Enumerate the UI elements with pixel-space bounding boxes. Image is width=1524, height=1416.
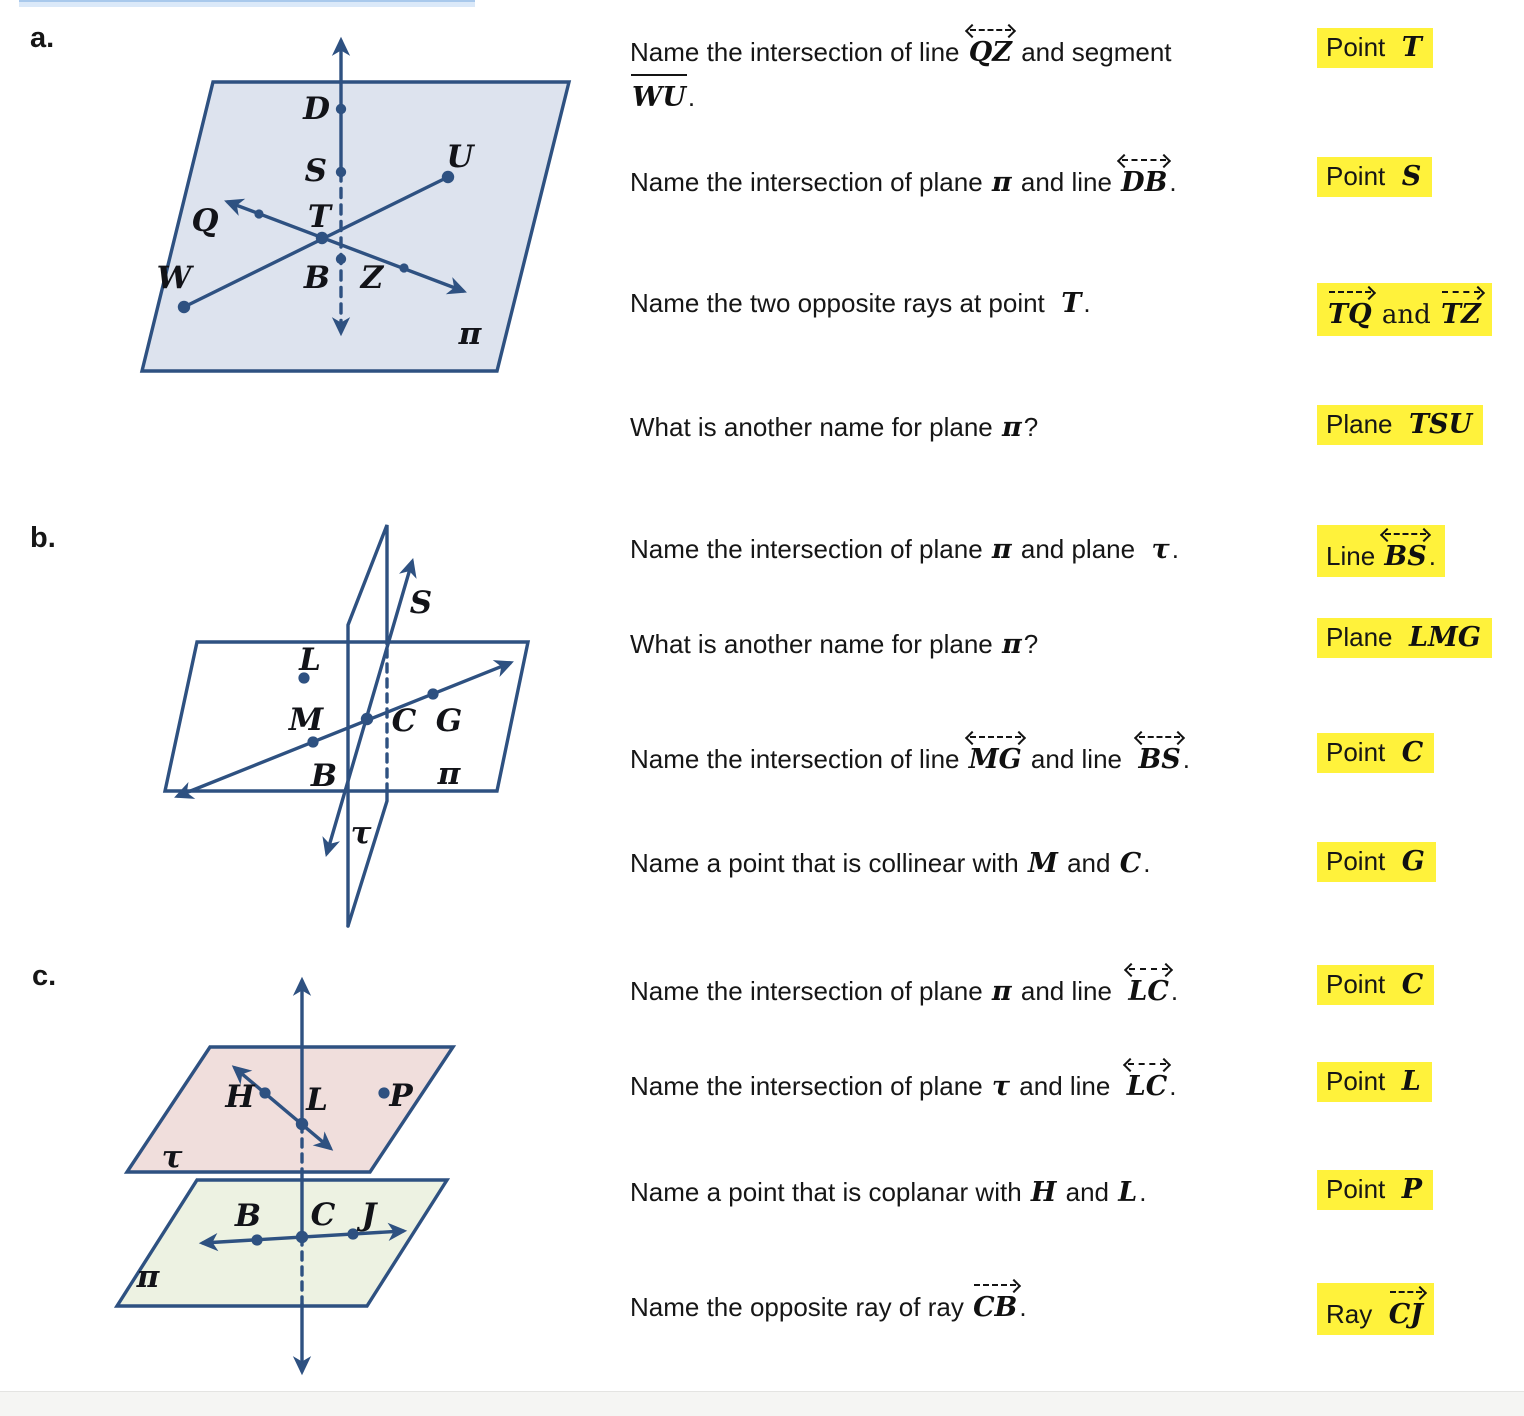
line-decoration-icon (1126, 1059, 1168, 1070)
question-text: Name the intersection of plane τ and line LC . (630, 1064, 1325, 1109)
math-token: C (1119, 848, 1142, 879)
math-token: S (1401, 161, 1422, 192)
answer-conjunction: and (1373, 300, 1440, 330)
answer (1317, 283, 1492, 336)
math-token: LC (1128, 978, 1168, 1005)
answer (1317, 733, 1434, 773)
point-label-Q: Q (191, 203, 219, 239)
math-token: QZ (969, 39, 1012, 66)
math-token: C (1401, 969, 1424, 1000)
section-label-b: b. (30, 522, 56, 554)
point-label-B-b: B (310, 758, 338, 794)
answer-highlight: Ray CJ (1317, 1283, 1434, 1335)
math-token: LC (1127, 1073, 1167, 1100)
answer-highlight: Point S (1317, 157, 1432, 197)
ray-decoration-icon (1388, 1287, 1424, 1298)
question-text: Name the intersection of plane π and plane τ. (630, 534, 1179, 565)
math-token: CJ (1389, 1301, 1423, 1328)
math-token: τ (1151, 534, 1170, 565)
ray-decoration-icon (1327, 287, 1373, 298)
math-token: TZ (1441, 301, 1481, 328)
math-token: TQ (1328, 301, 1372, 328)
math-token: G (1401, 846, 1425, 877)
math-token: LMG (1408, 622, 1481, 653)
math-token: DB (1121, 169, 1167, 196)
math-token: τ (991, 1071, 1011, 1102)
section-label-a: a. (30, 22, 55, 54)
math-token: WU (632, 84, 686, 111)
math-token: CB (973, 1294, 1017, 1321)
math-token: MG (969, 746, 1022, 773)
answer (1317, 965, 1434, 1005)
point-label-P: P (389, 1078, 413, 1114)
answer-highlight: Point G (1317, 842, 1436, 882)
point-B-c (251, 1234, 262, 1245)
point-label-S-a: S (304, 153, 327, 189)
question-text: Name the intersection of plane π and line DB . (630, 160, 1325, 205)
point-label-Z: Z (360, 260, 384, 296)
plane-label-tau-c: τ (161, 1139, 183, 1175)
math-token: π (991, 167, 1012, 198)
line-decoration-icon (1120, 155, 1168, 166)
point-B-a (336, 254, 346, 264)
answer-highlight: Plane LMG (1317, 618, 1492, 658)
line-decoration-icon (1383, 529, 1427, 540)
point-on-ray-TQ (254, 209, 263, 218)
point-label-C-c: C (310, 1197, 336, 1233)
point-label-S-b: S (409, 585, 433, 621)
math-token: P (1401, 1174, 1423, 1205)
question-text: Name the opposite ray of ray CB . (630, 1285, 1325, 1330)
math-token: M (1027, 848, 1058, 879)
question-text: What is another name for plane π? (630, 629, 1039, 660)
point-D (336, 104, 346, 114)
answer-highlight: Point C (1317, 733, 1434, 773)
point-label-C-b: C (391, 703, 417, 739)
answer (1317, 1062, 1432, 1102)
question-text: Name the intersection of line MG and line BS . (630, 737, 1325, 782)
plane-label-pi-b: π (437, 756, 461, 792)
plane-label-pi-c: π (136, 1259, 160, 1295)
ray-decoration-icon (1440, 287, 1482, 298)
answer (1317, 618, 1492, 658)
answer (1317, 1283, 1434, 1335)
answer (1317, 525, 1445, 577)
question-text: Name the two opposite rays at point T. (630, 288, 1091, 319)
point-label-B-c: B (234, 1198, 262, 1234)
answer (1317, 28, 1433, 68)
question-text: Name a point that is collinear with M and C. (630, 848, 1151, 879)
line-decoration-icon (1127, 964, 1169, 975)
point-label-M: M (288, 702, 324, 738)
plane-pi-c (117, 1180, 447, 1306)
math-token: T (1401, 32, 1422, 63)
answer-highlight: Plane TSU (1317, 405, 1483, 445)
line-decoration-icon (968, 25, 1013, 36)
point-G (427, 688, 438, 699)
diagram-b (165, 525, 528, 926)
point-S (336, 167, 346, 177)
question-text: Name a point that is coplanar with H and L. (630, 1177, 1147, 1208)
answer (1317, 405, 1483, 445)
bottom-strip-decoration (0, 1391, 1524, 1416)
line-decoration-icon (968, 732, 1023, 743)
math-token: BS (1138, 746, 1180, 773)
point-Z (399, 263, 408, 272)
math-token: TSU (1408, 409, 1473, 440)
question-text: What is another name for plane π? (630, 412, 1039, 443)
point-label-D: D (303, 91, 330, 127)
math-token: π (991, 534, 1012, 565)
point-label-H: H (225, 1079, 255, 1115)
plane-label-tau-b: τ (350, 815, 372, 851)
answer-highlight (1317, 283, 1492, 336)
ray-decoration-icon (972, 1280, 1018, 1291)
answer-highlight: Point P (1317, 1170, 1433, 1210)
math-token: L (1401, 1066, 1421, 1097)
math-token: BS (1384, 543, 1426, 570)
question-text: Name the intersection of line QZ and segment WU . (630, 30, 1325, 120)
point-C-b (361, 713, 373, 725)
diagram-a (142, 41, 569, 371)
plane-tau-b-lower (348, 791, 387, 926)
math-token: π (1001, 412, 1022, 443)
answer (1317, 1170, 1433, 1210)
math-token: π (1001, 629, 1022, 660)
point-label-J: J (361, 1197, 377, 1233)
point-M (307, 736, 318, 747)
section-label-c: c. (32, 960, 57, 992)
point-L-c (296, 1118, 308, 1130)
line-decoration-icon (1137, 732, 1181, 743)
point-C-c (296, 1231, 308, 1243)
point-P (378, 1087, 389, 1098)
math-token: C (1401, 737, 1424, 768)
answer-highlight: Line BS . (1317, 525, 1445, 577)
answer-highlight: Point L (1317, 1062, 1432, 1102)
math-token: H (1030, 1177, 1057, 1208)
diagrams-svg (0, 0, 620, 1416)
plane-label-pi-a: π (458, 316, 482, 352)
answer-highlight: Point C (1317, 965, 1434, 1005)
point-label-L-c: L (306, 1082, 328, 1118)
point-label-B-a: B (303, 260, 331, 296)
answer-highlight: Point T (1317, 28, 1433, 68)
point-label-W: W (156, 260, 192, 296)
point-label-U: U (446, 139, 474, 175)
point-label-G: G (435, 703, 463, 739)
question-text: Name the intersection of plane π and line LC . (630, 969, 1325, 1014)
point-label-T: T (307, 199, 331, 235)
math-token: T (1061, 288, 1082, 319)
seg-decoration-icon (631, 70, 687, 81)
point-label-L-b: L (299, 642, 321, 678)
math-token: L (1118, 1177, 1138, 1208)
point-J (347, 1228, 358, 1239)
diagram-c (117, 981, 453, 1371)
answer (1317, 842, 1436, 882)
point-W (178, 301, 190, 313)
point-H (259, 1087, 270, 1098)
answer (1317, 157, 1432, 197)
math-token: π (991, 976, 1012, 1007)
